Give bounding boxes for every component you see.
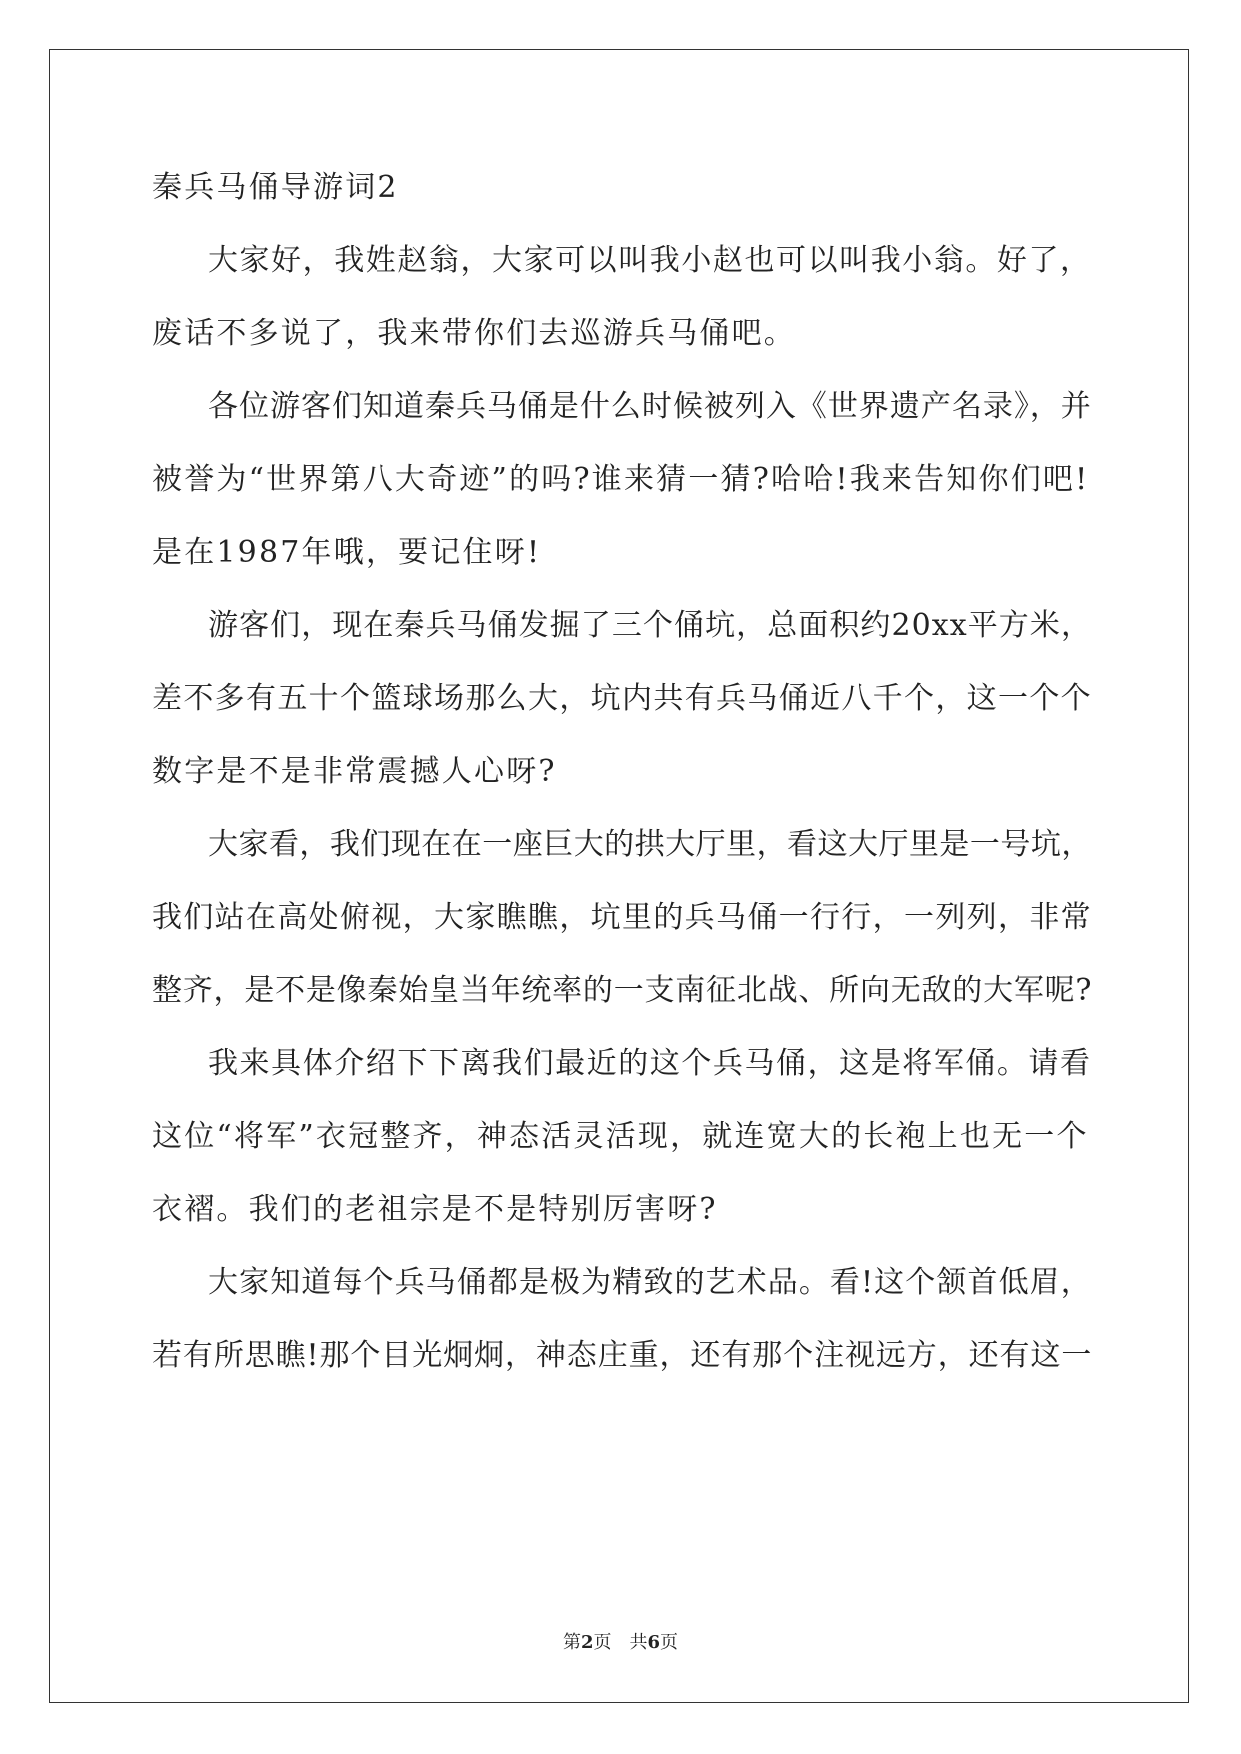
paragraph-line: 被誉为“世界第八大奇迹”的吗?谁来猜一猜?哈哈!我来告知你们吧!	[152, 462, 1090, 497]
document-title: 秦兵马俑导游词2	[152, 170, 399, 205]
paragraph-line: 这位“将军”衣冠整齐，神态活灵活现，就连宽大的长袍上也无一个	[152, 1119, 1089, 1154]
page-border	[49, 49, 1189, 1703]
paragraph-line: 大家知道每个兵马俑都是极为精致的艺术品。看!这个颔首低眉，	[208, 1265, 1092, 1300]
paragraph-line: 大家看，我们现在在一座巨大的拱大厅里，看这大厅里是一号坑，	[208, 827, 1092, 862]
paragraph-line: 整齐，是不是像秦始皇当年统率的一支南征北战、所向无敌的大军呢?	[152, 973, 1093, 1008]
paragraph-line: 是在1987年哦，要记住呀!	[152, 535, 542, 570]
paragraph-line: 大家好，我姓赵翁，大家可以叫我小赵也可以叫我小翁。好了，	[208, 243, 1092, 278]
footer-prefix: 第	[562, 1632, 581, 1653]
footer-suffix: 页	[660, 1632, 679, 1653]
paragraph-line: 各位游客们知道秦兵马俑是什么时候被列入《世界遗产名录》，并	[208, 389, 1092, 424]
page-footer	[0, 1631, 1241, 1655]
paragraph-line: 游客们，现在秦兵马俑发掘了三个俑坑，总面积约20xx平方米，	[208, 608, 1093, 643]
paragraph-line: 我们站在高处俯视，大家瞧瞧，坑里的兵马俑一行行，一列列，非常	[152, 900, 1092, 935]
total-page-number: 6	[647, 1632, 661, 1653]
paragraph-line: 数字是不是非常震撼人心呀?	[152, 754, 557, 789]
current-page-number: 2	[580, 1632, 594, 1653]
paragraph-line: 若有所思瞧!那个目光炯炯，神态庄重，还有那个注视远方，还有这一	[152, 1338, 1093, 1373]
paragraph-line: 我来具体介绍下下离我们最近的这个兵马俑，这是将军俑。请看	[208, 1046, 1092, 1081]
paragraph-line: 废话不多说了，我来带你们去巡游兵马俑吧。	[152, 316, 796, 351]
footer-middle: 页 共	[593, 1632, 648, 1653]
paragraph-line: 衣褶。我们的老祖宗是不是特别厉害呀?	[152, 1192, 718, 1227]
paragraph-line: 差不多有五十个篮球场那么大，坑内共有兵马俑近八千个，这一个个	[152, 681, 1092, 716]
